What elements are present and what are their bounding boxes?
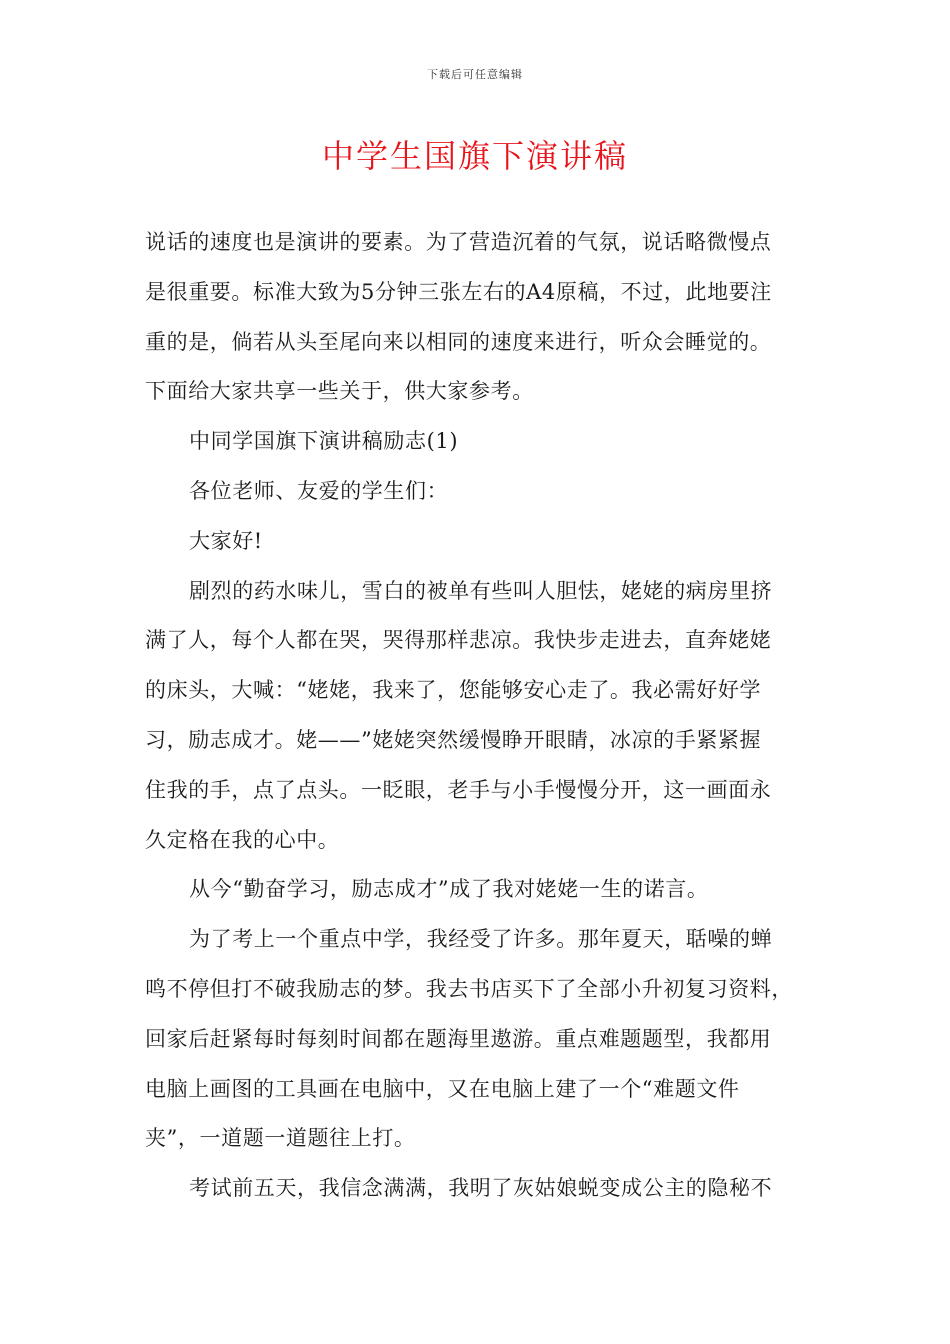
text-line: 住我的手，点了点头。一眨眼，老手与小手慢慢分开，这一画面永	[145, 777, 772, 802]
paragraph-greeting	[145, 517, 810, 567]
text-line: 重的是，倘若从头至尾向来以相同的速度来进行，听众会睡觉的。	[145, 329, 772, 354]
paragraph-study	[145, 915, 810, 1164]
document-body	[145, 218, 810, 1214]
paragraph-exam	[145, 1164, 810, 1214]
text-line: 从今“勤奋学习，励志成才”成了我对姥姥一生的诺言。	[189, 877, 709, 902]
paragraph-salutation	[145, 467, 810, 517]
paragraph-intro	[145, 218, 810, 417]
text-line: 大家好!	[189, 528, 263, 553]
text-line: 各位老师、友爱的学生们：	[189, 478, 449, 503]
paragraph-subtitle	[145, 417, 810, 467]
text-line: 为了考上一个重点中学，我经受了许多。那年夏天，聒噪的蝉	[189, 927, 773, 952]
text-line: 久定格在我的心中。	[145, 827, 340, 852]
text-line: 下面给大家共享一些关于，供大家参考。	[145, 379, 534, 404]
text-line: 夹”，一道题一道题往上打。	[145, 1126, 416, 1151]
text-line: 考试前五天，我信念满满，我明了灰姑娘蜕变成公主的隐秘不	[189, 1176, 773, 1201]
text-line: 回家后赶紧每时每刻时间都在题海里遨游。重点难题题型，我都用	[145, 1026, 772, 1051]
text-line: 满了人，每个人都在哭，哭得那样悲凉。我快步走进去，直奔姥姥	[145, 628, 772, 653]
text-line: 剧烈的药水味儿，雪白的被单有些叫人胆怯，姥姥的病房里挤	[189, 578, 773, 603]
paragraph-hospital	[145, 567, 810, 866]
text-line: 的床头，大喊：“姥姥，我来了，您能够安心走了。我必需好好学	[145, 678, 762, 703]
text-line: 说话的速度也是演讲的要素。为了营造沉着的气氛，说话略微慢点	[145, 230, 772, 254]
text-line: 鸣不停但打不破我励志的梦。我去书店买下了全部小升初复习资料，	[145, 976, 793, 1001]
text-line: 习，励志成才。姥——”姥姥突然缓慢睁开眼睛，冰凉的手紧紧握	[145, 727, 762, 752]
header-note: 下载后可任意编辑	[427, 68, 523, 81]
text-line: 中同学国旗下演讲稿励志(1)	[189, 429, 459, 454]
document-title: 中学生国旗下演讲稿	[321, 137, 628, 175]
paragraph-promise	[145, 865, 810, 915]
text-line: 电脑上画图的工具画在电脑中，又在电脑上建了一个“难题文件	[145, 1076, 740, 1101]
text-line: 是很重要。标准大致为5分钟三张左右的A4原稿，不过，此地要注	[145, 279, 772, 304]
